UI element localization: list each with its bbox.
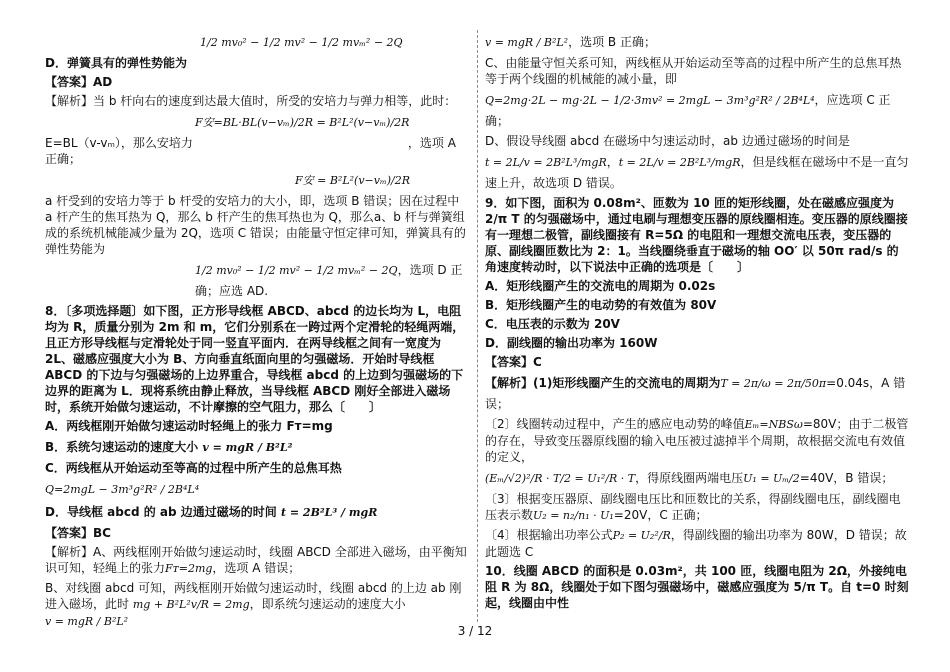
text: =0.04s，A 错误；: [485, 376, 906, 411]
text: 【解析】A、两线框刚开始做匀速运动时，线圈 ABCD 全部进入磁场，由平衡知识可知，轻绳上的张力: [45, 545, 467, 575]
q8-formula-q: [45, 479, 470, 500]
page-number: 3 / 12: [457, 624, 493, 638]
formula: Q=2mg·2L − mg·2L − 1/2·3mv² = 2mgL − 3m³g²R² / 2B⁴L⁴: [485, 94, 815, 107]
right-column: [485, 30, 910, 614]
analysis-8-d: D、假设导线圈 abcd 在磁场中匀速运动时，ab 边通过磁场的时间是: [485, 134, 850, 148]
formula: U₁ = Uₘ/2: [743, 472, 800, 485]
q9-option-d: D．副线圈的输出功率为 160W: [485, 336, 658, 350]
text: 〔2〕线圈转动过程中，产生的感应电动势的峰值: [485, 417, 745, 431]
text: =80V；由于二极管的存在，导致变压器原线圈的输入电压被过滤掉半个周期，故根据交流电有效值的定义，: [485, 417, 909, 464]
text: B．系统匀速运动的速度大小: [45, 440, 199, 454]
analysis-7-cont: [45, 135, 470, 167]
q8-option-b: [45, 437, 470, 458]
formula-elastic: [45, 260, 470, 301]
text: ，选项 B 错误；因在过程中 a 杆产生的焦耳热为 Q，那么 b 杆产生的焦耳热也为 Q，那么a、b 杆与弹簧组成的系统机械能减少量为 2Q，选项 C 错误；由能量守恒定律可知，弹簧具有的弹性势能为: [45, 194, 466, 256]
formula: mg + B²L²v/R = 2mg: [132, 598, 250, 611]
formula: 1/2 mv₀² − 1/2 mv² − 1/2 mvₘ² − 2Q: [200, 36, 403, 49]
formula: (Eₘ/√2)²/R · T/2 = U₁²/R · T: [485, 472, 636, 485]
text: ，应选项 C 正确；: [485, 93, 891, 128]
text: ，: [606, 155, 619, 169]
formula: P₂ = U₂²/R: [612, 529, 671, 542]
formula: v = mgR / B²L²: [485, 36, 569, 49]
text: E=BL（v-vₘ），那么安培力: [45, 136, 193, 150]
option-d: D．弹簧具有的弹性势能为: [45, 56, 187, 70]
text: ，选项 D 正确；应选 AD.: [195, 263, 463, 298]
text: D．导线框 abcd 的 ab 边通过磁场的时间: [45, 505, 277, 519]
formula: T = 2π/ω = 2π/50π: [720, 377, 827, 390]
analysis-9-2b: [485, 468, 910, 489]
answer-7: 【答案】AD: [45, 75, 113, 89]
formula-t: [485, 152, 910, 193]
answer-9: 【答案】C: [485, 355, 542, 369]
formula: Q=2mgL − 3m³g²R² / 2B⁴L⁴: [45, 483, 200, 496]
formula: t = 2L/v = 2B²L³/mgR: [485, 156, 607, 169]
q9-option-b: B．矩形线圈产生的电动势的有效值为 80V: [485, 298, 717, 312]
formula: t = 2L/v = 2B²L³/mgR: [618, 156, 741, 169]
question-10: 10．线圈 ABCD 的面积是 0.03m²，共 100 匝，线圈电阻为 2Ω，外接纯电阻 R 为 8Ω，线圈处于如下图匀强磁场中，磁感应强度为 5/π T。自 t=0 时刻起，线圈由中性: [485, 564, 909, 610]
formula-f-an-2: [45, 170, 470, 191]
question-8: 8．〔多项选择题〕如下图，正方形导线框 ABCD、abcd 的边长均为 L，电阻均为 R，质量分别为 2m 和 m，它们分别系在一跨过两个定滑轮的轻绳两端，且正方形导线框与定滑轮处于同一竖直平面内．在两导线框之间有一宽度为 2L、磁感应强度大小为 B、方向垂直纸面向里的匀强磁场．开始时导线框 ABCD 的下边与匀强磁场的上边界重合，导线框 abcd 的上边到匀强磁场的下边界的距离为 L．现将系统由静止释放，当导线框 ABCD 刚好全部进入磁场时，系统开始做匀速运动，不计摩擦的空气阻力，那么〔 〕: [45, 304, 465, 414]
formula: v = mgR / B²L²: [45, 615, 129, 628]
text: ，得原线圈两端电压: [635, 471, 744, 485]
text: ，得副线圈的输出功率为 80W，D 错误；故此题选 C: [485, 528, 907, 559]
formula: F安 = B²L²(v−vₘ)/2R: [295, 174, 411, 187]
formula: Fᴛ=2mg: [165, 562, 213, 575]
analysis-8-b: [45, 580, 470, 630]
formula: U₂ = n₂/n₁ · U₁: [533, 509, 614, 522]
text: 〔3〕根据变压器原、副线圈电压比和匝数比的关系，得副线圈电压，副线圈电压表示数: [485, 492, 901, 522]
analysis-8-c: C、由能量守恒关系可知，两线框从开始运动至等高的过程中所产生的总焦耳热等于两个线圈的机械能的减小量，即: [485, 56, 902, 86]
left-column: [45, 30, 470, 633]
column-divider: [477, 30, 478, 622]
text: a 杆受到的安培力等于 b 杆受的安培力的大小，即: [45, 194, 312, 208]
analysis-9-2: [485, 416, 910, 465]
text: ，选项 A 错误；: [212, 561, 301, 575]
analysis-9-3: [485, 491, 910, 524]
analysis-7-b: [45, 193, 470, 257]
text: ，选项 A 正确；: [45, 136, 456, 166]
formula-f-an: [45, 112, 470, 133]
text: =20V，C 正确；: [613, 508, 708, 522]
text: ，但是线框在磁场中不是一直匀速上升，故选项 D 错误。: [485, 155, 909, 190]
analysis-8-a: [45, 544, 470, 577]
formula: 1/2 mv₀² − 1/2 mv² − 1/2 mvₘ² − 2Q: [195, 264, 398, 277]
formula: Eₘ=NBSω: [744, 418, 803, 431]
q8-option-a: A．两线框刚开始做匀速运动时轻绳上的张力 Fᴛ=mg: [45, 419, 333, 433]
analysis-9-4: [485, 527, 910, 560]
analysis-7: 【解析】当 b 杆向右的速度到达最大值时，所受的安培力与弹力相等，此时：: [45, 94, 457, 108]
formula: v = mgR / B²L²: [202, 441, 293, 454]
analysis-9-1: [485, 373, 910, 414]
formula-heat: [485, 90, 910, 131]
formula: F安=BL·BL(v−vₘ)/2R = B²L²(v−vₘ)/2R: [195, 116, 410, 129]
text: 【解析】(1)矩形线圈产生的交流电的周期为: [485, 376, 721, 390]
formula-v: [485, 32, 910, 53]
text: =40V，B 错误；: [799, 471, 894, 485]
answer-8: 【答案】BC: [45, 526, 111, 540]
q8-option-c: C．两线框从开始运动至等高的过程中所产生的总焦耳热: [45, 461, 342, 475]
text: ，即系统匀速运动的速度大小: [249, 597, 406, 611]
text: 〔4〕根据输出功率公式: [485, 528, 613, 542]
q9-option-a: A．矩形线圈产生的交流电的周期为 0.02s: [485, 279, 716, 293]
text: B、对线圈 abcd 可知，两线框刚开始做匀速运动时，线圈 abcd 的上边 ab 刚进入磁场，此时: [45, 581, 462, 611]
q9-option-c: C．电压表的示数为 20V: [485, 317, 620, 331]
formula: t = 2B²L³ / mgR: [280, 506, 378, 519]
question-9: 9．如下图，面积为 0.08m²、匝数为 10 匝的矩形线圈，处在磁感应强度为 2/π T 的匀强磁场中，通过电刷与理想变压器的原线圈相连。变压器的原线圈接有一理想二极管，副线圈接有 R=5Ω 的电阻和一理想交流电压表，变压器的原、副线圈匝数比为 2：1。当线圈绕垂直于磁场的轴 OO′ 以 50π rad/s 的角速度转动时，以下说法中正确的选项是〔 〕: [485, 196, 908, 274]
q8-option-d: [45, 502, 470, 523]
text: ，选项 B 正确；: [568, 35, 656, 49]
formula-d-option: [45, 32, 470, 53]
